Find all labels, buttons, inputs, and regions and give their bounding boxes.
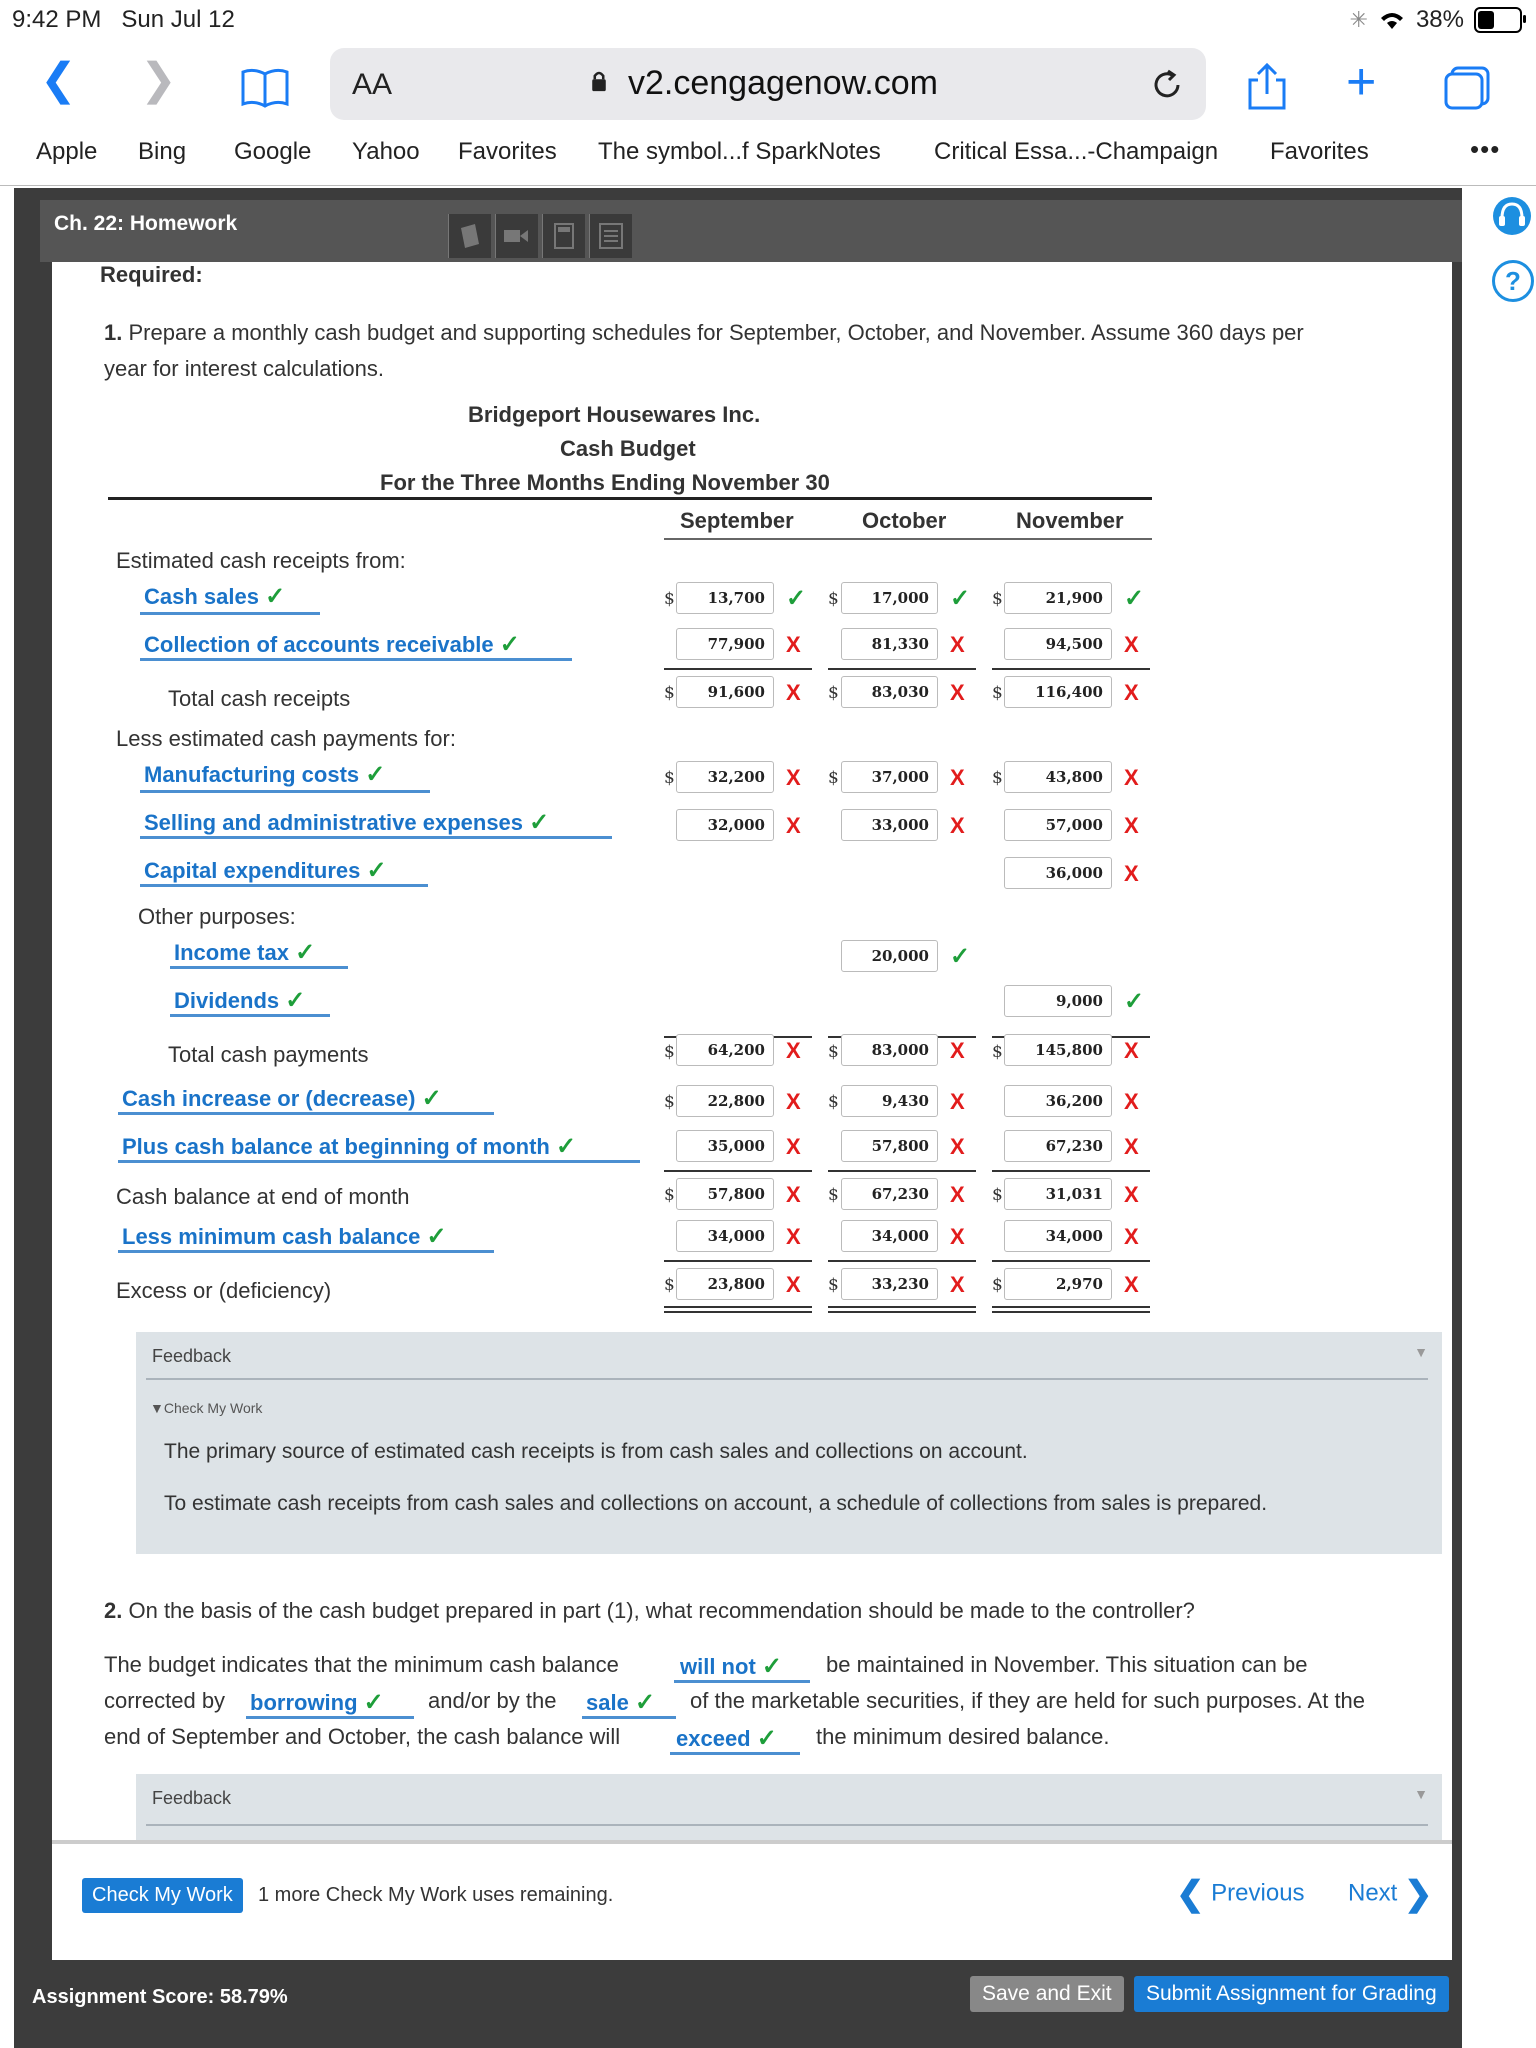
calculator-icon[interactable] — [542, 214, 585, 258]
nov-collection-input[interactable]: 94,500 — [1004, 628, 1112, 660]
total-receipts-label: Total cash receipts — [168, 686, 351, 711]
url-text: v2.cengagenow.com — [628, 64, 938, 102]
incorrect-x-icon: X — [1124, 1134, 1139, 1159]
back-icon[interactable]: ❮ — [40, 55, 77, 104]
oct-ending-input[interactable]: 67,230 — [841, 1178, 938, 1210]
incorrect-x-icon: X — [786, 680, 801, 705]
sep-total-payments-input[interactable]: 64,200 — [676, 1034, 774, 1066]
incorrect-x-icon: X — [786, 1089, 801, 1114]
title-rule — [108, 497, 1152, 500]
nov-excess-input[interactable]: 2,970 — [1004, 1268, 1112, 1300]
check-my-work-button[interactable]: Check My Work — [82, 1878, 243, 1913]
bookmark-critical-essay[interactable]: Critical Essa...-Champaign — [934, 138, 1219, 165]
incorrect-x-icon: X — [950, 680, 965, 705]
incorrect-x-icon: X — [786, 813, 801, 838]
oct-income-tax-input[interactable]: 20,000 — [841, 940, 938, 972]
cash-sales-dropdown[interactable]: Cash sales ✓ — [144, 583, 286, 610]
battery-icon — [1474, 7, 1522, 33]
oct-increase-input[interactable]: 9,430 — [841, 1085, 938, 1117]
new-tab-plus-icon[interactable]: + — [1346, 53, 1377, 111]
incorrect-x-icon: X — [950, 813, 965, 838]
bookmark-favorites[interactable]: Favorites — [458, 138, 557, 165]
required-heading: Required: — [100, 262, 203, 287]
other-purposes-label: Other purposes: — [138, 904, 296, 929]
chevron-left-icon: ❮ — [1176, 1875, 1205, 1913]
ebook-icon[interactable] — [448, 214, 491, 258]
col-september: September — [680, 508, 794, 533]
nov-dividends-input[interactable]: 9,000 — [1004, 985, 1112, 1017]
nov-ending-input[interactable]: 31,031 — [1004, 1178, 1112, 1210]
income-tax-dropdown[interactable]: Income tax ✓ — [174, 939, 316, 966]
cash-increase-dropdown[interactable]: Cash increase or (decrease) ✓ — [122, 1085, 442, 1112]
bookmark-yahoo[interactable]: Yahoo — [352, 138, 420, 165]
collapse-triangle-icon[interactable]: ▼ — [1414, 1786, 1428, 1802]
feedback-panel-1 — [136, 1332, 1442, 1554]
bookmark-google[interactable]: Google — [234, 138, 312, 165]
estimated-receipts-label: Estimated cash receipts from: — [116, 548, 406, 573]
manufacturing-dropdown[interactable]: Manufacturing costs ✓ — [144, 761, 386, 788]
nov-minimum-input[interactable]: 34,000 — [1004, 1220, 1112, 1252]
incorrect-x-icon: X — [1124, 1224, 1139, 1249]
support-headset-icon[interactable] — [1492, 194, 1532, 238]
budget-period: For the Three Months Ending November 30 — [380, 470, 830, 495]
total-payments-label: Total cash payments — [168, 1042, 369, 1067]
feedback-panel-2 — [136, 1774, 1442, 1840]
incorrect-x-icon: X — [1124, 861, 1139, 886]
incorrect-x-icon: X — [1124, 1272, 1139, 1297]
status-bar — [0, 0, 1536, 40]
bookmark-bing[interactable]: Bing — [138, 138, 187, 165]
remaining-uses-text: 1 more Check My Work uses remaining. — [258, 1884, 614, 1906]
excess-label: Excess or (deficiency) — [116, 1278, 332, 1303]
oct-minimum-input[interactable]: 34,000 — [841, 1220, 938, 1252]
feedback-heading: Feedback — [152, 1346, 232, 1366]
oct-cash-sales-input[interactable]: 17,000 — [841, 582, 938, 614]
col-november: November — [1016, 508, 1124, 533]
less-minimum-dropdown[interactable]: Less minimum cash balance ✓ — [122, 1223, 447, 1250]
dividends-dropdown[interactable]: Dividends ✓ — [174, 987, 306, 1014]
previous-button[interactable]: ❮ Previous — [1176, 1875, 1305, 1913]
sep-selling-input[interactable]: 32,000 — [676, 809, 774, 841]
oct-excess-input[interactable]: 33,230 — [841, 1268, 938, 1300]
col-october: October — [862, 508, 947, 533]
will-not-dropdown[interactable]: will not ✓ — [680, 1653, 782, 1680]
less-payments-label: Less estimated cash payments for: — [116, 726, 456, 751]
header-rule — [664, 538, 1152, 540]
sep-total-receipts-input[interactable]: 91,600 — [676, 676, 774, 708]
collection-dropdown[interactable]: Collection of accounts receivable ✓ — [144, 631, 520, 658]
incorrect-x-icon: X — [950, 765, 965, 790]
activity-icon: ✳ — [1349, 7, 1368, 32]
capital-expenditures-dropdown[interactable]: Capital expenditures ✓ — [144, 857, 387, 884]
sep-cash-sales-input[interactable]: 13,700 — [676, 582, 774, 614]
incorrect-x-icon: X — [786, 1272, 801, 1297]
nov-manufacturing-input[interactable]: 43,800 — [1004, 761, 1112, 793]
incorrect-x-icon: X — [1124, 813, 1139, 838]
sep-ending-input[interactable]: 57,800 — [676, 1178, 774, 1210]
incorrect-x-icon: X — [950, 1089, 965, 1114]
reader-aa-button[interactable]: AA — [352, 68, 393, 101]
nov-increase-input[interactable]: 36,200 — [1004, 1085, 1112, 1117]
incorrect-x-icon: X — [1124, 632, 1139, 657]
incorrect-x-icon: X — [786, 1038, 801, 1063]
company-name: Bridgeport Housewares Inc. — [468, 402, 761, 427]
incorrect-x-icon: X — [786, 1182, 801, 1207]
bottom-navigation — [52, 1840, 1452, 1960]
bookmark-favorites-2[interactable]: Favorites — [1270, 138, 1369, 165]
sep-manufacturing-input[interactable]: 32,200 — [676, 761, 774, 793]
oct-total-payments-input[interactable]: 83,000 — [841, 1034, 938, 1066]
question-2: 2. On the basis of the cash budget prepared in part (1), what recommendation should be made to the controller? — [104, 1598, 1195, 1623]
selling-admin-dropdown[interactable]: Selling and administrative expenses ✓ — [144, 809, 550, 836]
assignment-score: Assignment Score: 58.79% — [32, 1986, 288, 2008]
check-my-work-toggle[interactable]: ▼Check My Work — [150, 1400, 263, 1416]
nov-total-receipts-input[interactable]: 116,400 — [1004, 676, 1112, 708]
save-and-exit-button[interactable]: Save and Exit — [970, 1976, 1124, 2012]
correct-check-icon: ✓ — [786, 585, 807, 612]
battery-percent: 38% — [1415, 6, 1464, 33]
plus-balance-dropdown[interactable]: Plus cash balance at beginning of month ✓ — [122, 1133, 577, 1160]
incorrect-x-icon: X — [950, 1272, 965, 1297]
sep-minimum-input[interactable]: 34,000 — [676, 1220, 774, 1252]
lock-icon — [590, 70, 608, 92]
share-icon[interactable] — [1246, 62, 1288, 112]
incorrect-x-icon: X — [1124, 1182, 1139, 1207]
bookmark-sparknotes[interactable]: The symbol...f SparkNotes — [598, 138, 881, 165]
reload-icon[interactable] — [1150, 68, 1184, 102]
bookmarks-book-icon[interactable] — [240, 68, 290, 108]
tool-icons — [448, 214, 648, 260]
feedback-text-2: To estimate cash receipts from cash sales and collections on account, a schedule of collections from sales is prepared. — [164, 1492, 1268, 1515]
sep-collection-input[interactable]: 77,900 — [676, 628, 774, 660]
nov-beginning-input[interactable]: 67,230 — [1004, 1130, 1112, 1162]
incorrect-x-icon: X — [786, 765, 801, 790]
dollar-sign: $ — [664, 589, 675, 609]
incorrect-x-icon: X — [950, 1038, 965, 1063]
incorrect-x-icon: X — [1124, 765, 1139, 790]
incorrect-x-icon: X — [950, 1182, 965, 1207]
incorrect-x-icon: X — [950, 1134, 965, 1159]
wifi-icon — [1378, 9, 1406, 31]
nov-selling-input[interactable]: 57,000 — [1004, 809, 1112, 841]
borrowing-dropdown[interactable]: borrowing ✓ — [250, 1689, 384, 1716]
help-icon[interactable]: ? — [1492, 260, 1534, 302]
assignment-footer — [14, 1960, 1462, 2048]
notes-icon[interactable] — [589, 214, 632, 258]
tabs-overview-icon[interactable] — [1442, 64, 1492, 112]
incorrect-x-icon: X — [786, 1224, 801, 1249]
incorrect-x-icon: X — [950, 1224, 965, 1249]
nov-cash-sales-input[interactable]: 21,900 — [1004, 582, 1112, 614]
feedback-heading: Feedback — [152, 1788, 232, 1808]
collapse-triangle-icon[interactable]: ▼ — [1414, 1344, 1428, 1360]
incorrect-x-icon: X — [1124, 1089, 1139, 1114]
nov-capital-input[interactable]: 36,000 — [1004, 857, 1112, 889]
incorrect-x-icon: X — [1124, 1038, 1139, 1063]
incorrect-x-icon: X — [1124, 680, 1139, 705]
correct-check-icon: ✓ — [1124, 585, 1145, 612]
sale-dropdown[interactable]: sale ✓ — [586, 1689, 656, 1716]
video-icon[interactable] — [495, 214, 538, 258]
answer-line-1: The budget indicates that the minimum cash balance — [104, 1652, 619, 1677]
correct-check-icon: ✓ — [1124, 988, 1145, 1015]
oct-manufacturing-input[interactable]: 37,000 — [841, 761, 938, 793]
nov-total-payments-input[interactable]: 145,800 — [1004, 1034, 1112, 1066]
exceed-dropdown[interactable]: exceed ✓ — [676, 1725, 777, 1752]
oct-selling-input[interactable]: 33,000 — [841, 809, 938, 841]
next-button[interactable]: Next ❯ — [1348, 1875, 1433, 1913]
forward-icon[interactable]: ❯ — [140, 55, 177, 104]
chevron-right-icon: ❯ — [1404, 1875, 1433, 1913]
assignment-title: Ch. 22: Homework — [54, 212, 238, 235]
oct-total-receipts-input[interactable]: 83,030 — [841, 676, 938, 708]
incorrect-x-icon: X — [786, 632, 801, 657]
feedback-text-1: The primary source of estimated cash receipts is from cash sales and collections on account. — [164, 1440, 1028, 1463]
address-bar[interactable] — [330, 48, 1206, 120]
bookmark-apple[interactable]: Apple — [36, 138, 98, 165]
question-1-line-1: 1. Prepare a monthly cash budget and supporting schedules for September, October, and November. Assume 360 days per — [104, 320, 1304, 345]
oct-beginning-input[interactable]: 57,800 — [841, 1130, 938, 1162]
budget-title: Cash Budget — [560, 436, 696, 461]
sep-excess-input[interactable]: 23,800 — [676, 1268, 774, 1300]
end-balance-label: Cash balance at end of month — [116, 1184, 410, 1209]
favorites-bar — [0, 134, 1536, 172]
submit-assignment-button[interactable]: Submit Assignment for Grading — [1134, 1976, 1449, 2012]
question-1-line-2: year for interest calculations. — [104, 356, 385, 381]
status-time: 9:42 PM Sun Jul 12 — [12, 6, 235, 33]
correct-check-icon: ✓ — [950, 943, 971, 970]
oct-collection-input[interactable]: 81,330 — [841, 628, 938, 660]
incorrect-x-icon: X — [950, 632, 965, 657]
correct-check-icon: ✓ — [950, 585, 971, 612]
assignment-header — [40, 200, 1462, 262]
more-bookmarks-icon[interactable]: ••• — [1470, 134, 1501, 164]
sep-increase-input[interactable]: 22,800 — [676, 1085, 774, 1117]
sep-beginning-input[interactable]: 35,000 — [676, 1130, 774, 1162]
incorrect-x-icon: X — [786, 1134, 801, 1159]
